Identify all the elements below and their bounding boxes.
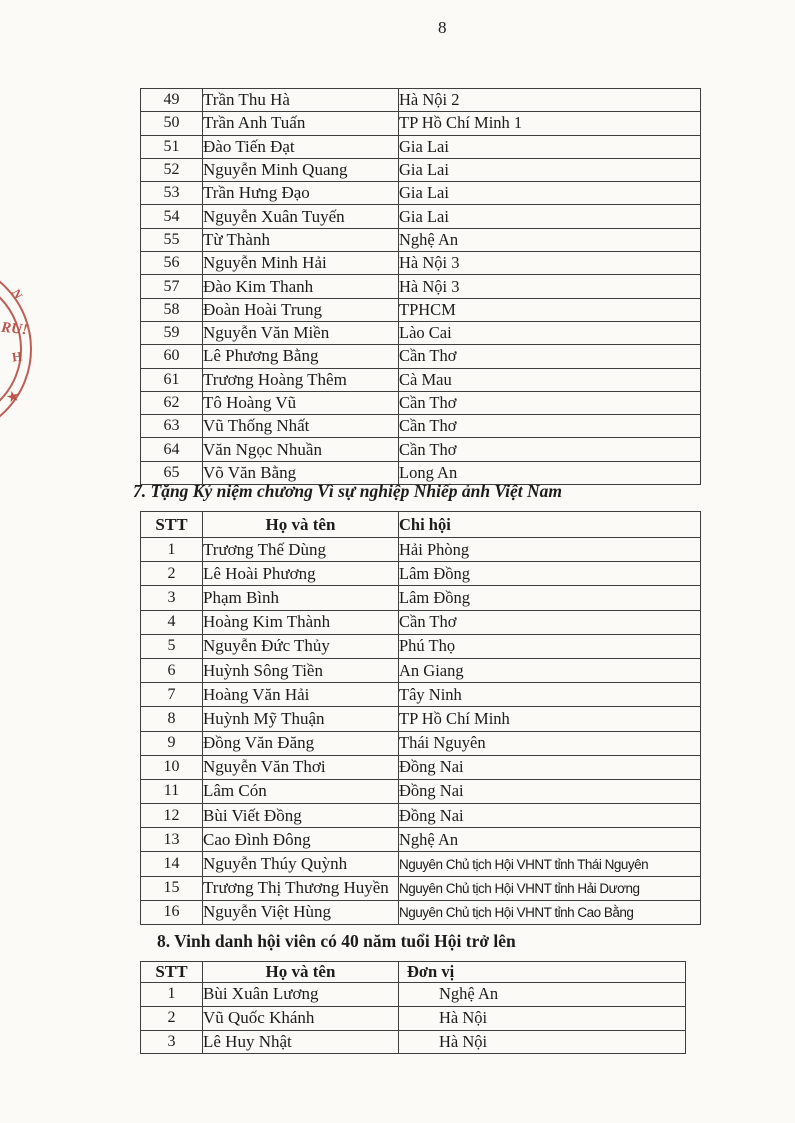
stamp-letter-fragment: H xyxy=(11,348,24,365)
row-number: 5 xyxy=(141,634,203,658)
table-row xyxy=(141,182,701,205)
member-unit: Nguyên Chủ tịch Hội VHNT tỉnh Hải Dương xyxy=(399,876,701,900)
member-name: Lê Phương Bằng xyxy=(203,345,399,368)
table-row xyxy=(141,438,701,461)
member-unit: Cà Mau xyxy=(399,368,701,391)
member-name: Lê Huy Nhật xyxy=(203,1030,399,1054)
row-number: 2 xyxy=(141,1006,203,1030)
table-row xyxy=(141,321,701,344)
member-unit: Nguyên Chủ tịch Hội VHNT tỉnh Thái Nguyên xyxy=(399,852,701,876)
row-number: 12 xyxy=(141,804,203,828)
table-row xyxy=(141,683,701,707)
member-name: Nguyễn Xuân Tuyến xyxy=(203,205,399,228)
member-name: Hoàng Kim Thành xyxy=(203,610,399,634)
row-number: 61 xyxy=(141,368,203,391)
member-unit: Đồng Nai xyxy=(399,755,701,779)
table-row xyxy=(141,205,701,228)
member-name: Vũ Quốc Khánh xyxy=(203,1006,399,1030)
member-name: Võ Văn Bằng xyxy=(203,461,399,484)
row-number: 15 xyxy=(141,876,203,900)
table-row xyxy=(141,828,701,852)
table-row xyxy=(141,707,701,731)
member-name: Tô Hoàng Vũ xyxy=(203,391,399,414)
row-number: 6 xyxy=(141,658,203,682)
table-header-row xyxy=(141,962,686,983)
member-unit: An Giang xyxy=(399,658,701,682)
member-name: Bùi Xuân Lương xyxy=(203,983,399,1007)
member-name: Vũ Thống Nhất xyxy=(203,415,399,438)
member-unit: Hà Nội xyxy=(399,1030,686,1054)
header-unit: Chi hội xyxy=(399,512,701,538)
table-row xyxy=(141,1006,686,1030)
member-name: Trần Hưng Đạo xyxy=(203,182,399,205)
member-unit: Hà Nội 2 xyxy=(399,89,701,112)
member-name: Nguyễn Minh Hải xyxy=(203,252,399,275)
member-unit: Hà Nội 3 xyxy=(399,275,701,298)
member-unit: TPHCM xyxy=(399,298,701,321)
table-row xyxy=(141,634,701,658)
row-number: 65 xyxy=(141,461,203,484)
member-unit: Hà Nội 3 xyxy=(399,252,701,275)
header-stt: STT xyxy=(141,512,203,538)
member-name: Nguyễn Minh Quang xyxy=(203,158,399,181)
member-unit: Nghệ An xyxy=(399,828,701,852)
stamp-letter-fragment: N xyxy=(9,286,26,302)
member-unit: Phú Thọ xyxy=(399,634,701,658)
row-number: 49 xyxy=(141,89,203,112)
header-name: Họ và tên xyxy=(203,962,399,983)
member-unit: Nguyên Chủ tịch Hội VHNT tỉnh Cao Bằng xyxy=(399,900,701,924)
member-unit: Nghệ An xyxy=(399,983,686,1007)
row-number: 14 xyxy=(141,852,203,876)
row-number: 16 xyxy=(141,900,203,924)
row-number: 63 xyxy=(141,415,203,438)
members-table-continued xyxy=(140,88,701,485)
row-number: 1 xyxy=(141,983,203,1007)
table-row xyxy=(141,779,701,803)
member-name: Nguyễn Văn Thơi xyxy=(203,755,399,779)
member-unit: Gia Lai xyxy=(399,135,701,158)
member-name: Từ Thành xyxy=(203,228,399,251)
row-number: 51 xyxy=(141,135,203,158)
member-unit: TP Hồ Chí Minh xyxy=(399,707,701,731)
table-row xyxy=(141,112,701,135)
row-number: 62 xyxy=(141,391,203,414)
member-unit: Đồng Nai xyxy=(399,779,701,803)
member-name: Lâm Cón xyxy=(203,779,399,803)
member-name: Đồng Văn Đăng xyxy=(203,731,399,755)
table-row xyxy=(141,658,701,682)
table-row xyxy=(141,562,701,586)
member-unit: Tây Ninh xyxy=(399,683,701,707)
table-header-row xyxy=(141,512,701,538)
member-name: Đoàn Hoài Trung xyxy=(203,298,399,321)
header-stt: STT xyxy=(141,962,203,983)
member-name: Trương Thị Thương Huyền xyxy=(203,876,399,900)
row-number: 1 xyxy=(141,538,203,562)
member-name: Trương Thế Dùng xyxy=(203,538,399,562)
member-name: Nguyễn Việt Hùng xyxy=(203,900,399,924)
row-number: 55 xyxy=(141,228,203,251)
table-row xyxy=(141,228,701,251)
section-7-heading: 7. Tặng Kỷ niệm chương Vì sự nghiệp Nhiếp ảnh Việt Nam xyxy=(133,481,563,501)
member-name: Nguyễn Đức Thủy xyxy=(203,634,399,658)
row-number: 58 xyxy=(141,298,203,321)
table-row xyxy=(141,368,701,391)
table-row xyxy=(141,298,701,321)
row-number: 2 xyxy=(141,562,203,586)
member-unit: Cần Thơ xyxy=(399,345,701,368)
stamp-star-icon: ★ xyxy=(5,387,21,406)
table-row xyxy=(141,345,701,368)
member-name: Văn Ngọc Nhuần xyxy=(203,438,399,461)
row-number: 13 xyxy=(141,828,203,852)
member-unit: Gia Lai xyxy=(399,182,701,205)
row-number: 54 xyxy=(141,205,203,228)
member-unit: Cần Thơ xyxy=(399,391,701,414)
member-name: Trần Thu Hà xyxy=(203,89,399,112)
member-unit: Long An xyxy=(399,461,701,484)
table-row xyxy=(141,852,701,876)
table-row xyxy=(141,983,686,1007)
member-name: Bùi Viết Đồng xyxy=(203,804,399,828)
row-number: 64 xyxy=(141,438,203,461)
table-row xyxy=(141,900,701,924)
member-unit: Cần Thơ xyxy=(399,610,701,634)
member-unit: Lâm Đồng xyxy=(399,586,701,610)
table-row xyxy=(141,158,701,181)
section-8-table xyxy=(140,961,686,1054)
member-name: Nguyễn Văn Miền xyxy=(203,321,399,344)
member-name: Cao Đình Đông xyxy=(203,828,399,852)
member-unit: Gia Lai xyxy=(399,205,701,228)
row-number: 9 xyxy=(141,731,203,755)
table-row xyxy=(141,876,701,900)
member-unit: Hà Nội xyxy=(399,1006,686,1030)
member-name: Đào Tiến Đạt xyxy=(203,135,399,158)
member-name: Nguyễn Thúy Quỳnh xyxy=(203,852,399,876)
section-7-table xyxy=(140,511,701,925)
row-number: 3 xyxy=(141,586,203,610)
row-number: 57 xyxy=(141,275,203,298)
row-number: 10 xyxy=(141,755,203,779)
row-number: 60 xyxy=(141,345,203,368)
table-row xyxy=(141,538,701,562)
member-name: Hoàng Văn Hải xyxy=(203,683,399,707)
member-name: Trần Anh Tuấn xyxy=(203,112,399,135)
table-row xyxy=(141,252,701,275)
table-row xyxy=(141,391,701,414)
row-number: 8 xyxy=(141,707,203,731)
table-row xyxy=(141,1030,686,1054)
header-unit: Đơn vị xyxy=(399,962,686,983)
member-unit: Nghệ An xyxy=(399,228,701,251)
row-number: 11 xyxy=(141,779,203,803)
member-unit: Thái Nguyên xyxy=(399,731,701,755)
member-name: Lê Hoài Phương xyxy=(203,562,399,586)
header-name: Họ và tên xyxy=(203,512,399,538)
row-number: 50 xyxy=(141,112,203,135)
table-row xyxy=(141,135,701,158)
row-number: 3 xyxy=(141,1030,203,1054)
table-row xyxy=(141,755,701,779)
member-name: Đào Kim Thanh xyxy=(203,275,399,298)
row-number: 52 xyxy=(141,158,203,181)
table-row xyxy=(141,586,701,610)
member-name: Huỳnh Sông Tiền xyxy=(203,658,399,682)
member-unit: Đồng Nai xyxy=(399,804,701,828)
row-number: 59 xyxy=(141,321,203,344)
row-number: 4 xyxy=(141,610,203,634)
table-row xyxy=(141,89,701,112)
table-row xyxy=(141,610,701,634)
member-name: Phạm Bình xyxy=(203,586,399,610)
member-name: Huỳnh Mỹ Thuận xyxy=(203,707,399,731)
member-name: Trương Hoàng Thêm xyxy=(203,368,399,391)
table-row xyxy=(141,804,701,828)
member-unit: Lào Cai xyxy=(399,321,701,344)
table-row xyxy=(141,275,701,298)
row-number: 53 xyxy=(141,182,203,205)
section-8-heading: 8. Vinh danh hội viên có 40 năm tuổi Hội trở lên xyxy=(157,931,516,951)
member-unit: Lâm Đồng xyxy=(399,562,701,586)
row-number: 56 xyxy=(141,252,203,275)
member-unit: Cần Thơ xyxy=(399,415,701,438)
table-row xyxy=(141,731,701,755)
member-unit: Gia Lai xyxy=(399,158,701,181)
member-unit: TP Hồ Chí Minh 1 xyxy=(399,112,701,135)
page-number: 8 xyxy=(438,18,447,37)
member-unit: Hải Phòng xyxy=(399,538,701,562)
stamp-letter-fragment: RU! xyxy=(0,319,29,339)
table-row xyxy=(141,415,701,438)
row-number: 7 xyxy=(141,683,203,707)
member-unit: Cần Thơ xyxy=(399,438,701,461)
